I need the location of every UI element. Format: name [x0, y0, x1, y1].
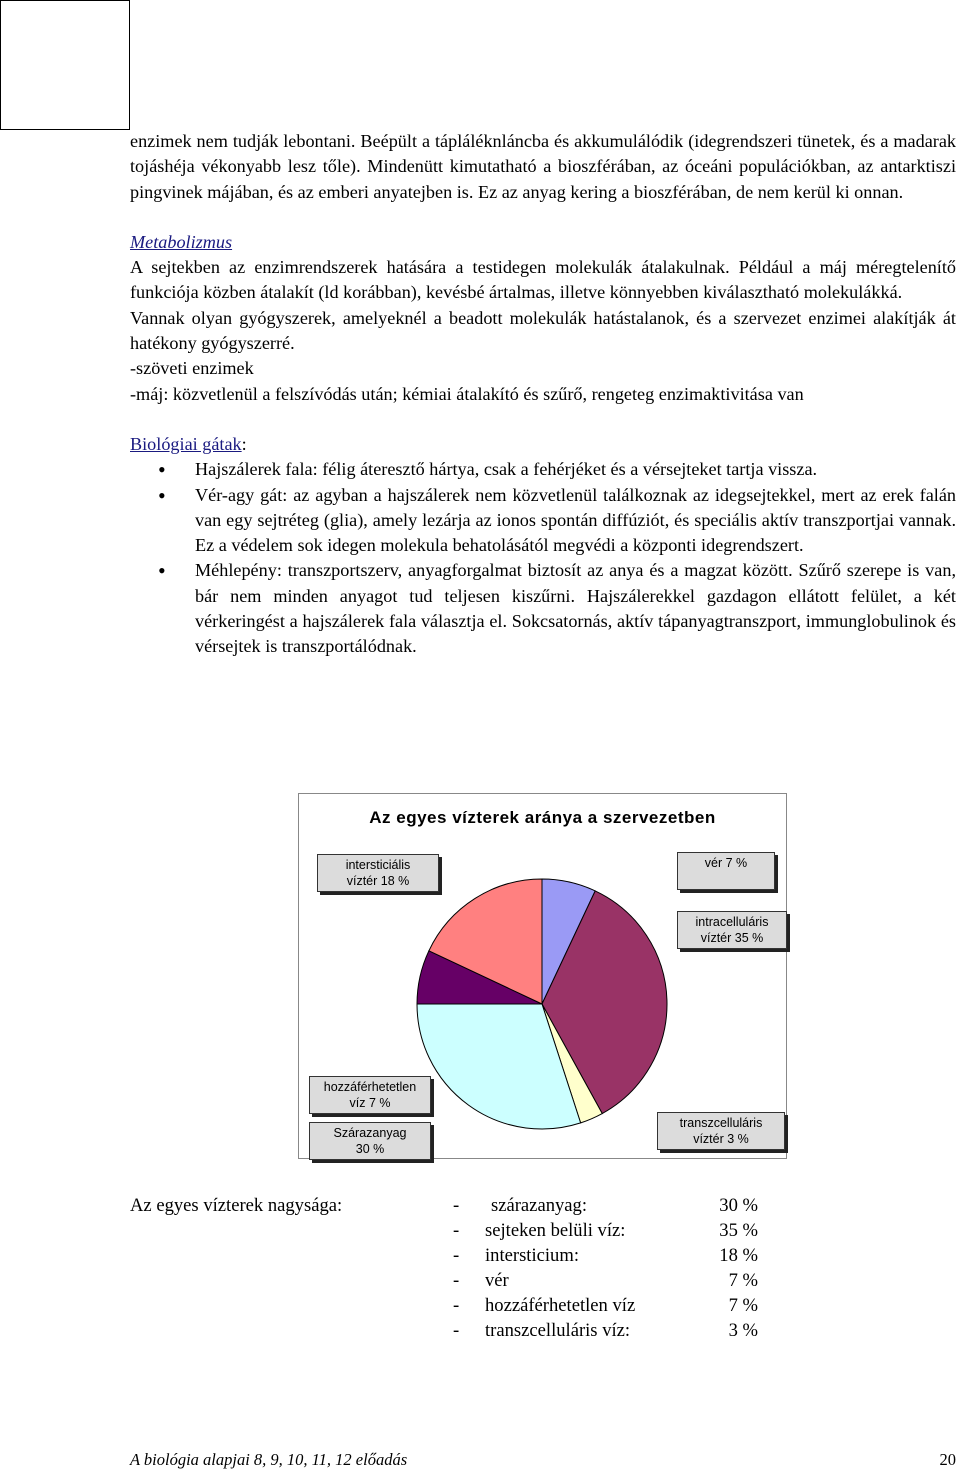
paragraph-liver: -máj: közvetlenül a felszívódás után; kémiai átalakító és szűrő, rengeteg enzimaktivitása van	[130, 383, 804, 404]
pie-slice-label-line: víztér 3 %	[693, 1132, 749, 1146]
pie-slice-label-line: intersticiális	[345, 858, 411, 872]
metabolism-heading: Metabolizmus	[130, 231, 233, 252]
pie-slice-label-line: 30 %	[355, 1142, 385, 1156]
pie-slice-label	[677, 911, 787, 949]
row-value: 3 %	[728, 1320, 758, 1341]
pie-slice-label-line: Szárazanyag	[333, 1126, 407, 1140]
row-value: 7 %	[728, 1295, 758, 1316]
pie-slice-label-line: vér 7 %	[704, 856, 748, 870]
pie-chart-frame	[298, 793, 787, 1159]
row-value: 7 %	[728, 1270, 758, 1291]
row-dash: -	[453, 1320, 460, 1341]
row-dash: -	[453, 1220, 460, 1241]
sizes-row	[453, 1268, 758, 1293]
row-name: transzcelluláris víz:	[485, 1320, 631, 1341]
pie-slice-label	[309, 1122, 431, 1160]
pie-slice-label	[677, 852, 775, 890]
list-item: • Vér-agy gát: az agyban a hajszálerek nem közvetlenül találkoznak az idegsejtekkel, mert az erek falán van egy sejtréteg (glia), amely lezárja az ionos spontán diffúziót, és speciális aktív transzportjai vannak. Ez a védelem sok idegen molekula behatolásától megvédi a központi idegrendszert.	[130, 483, 956, 559]
footer-title: A biológia alapjai 8, 9, 10, 11, 12 előadás	[130, 1450, 408, 1469]
barriers-heading: Biológiai gátak	[130, 433, 242, 454]
pie-slice-label-line: víztér 18 %	[346, 874, 410, 888]
row-name: vér	[485, 1270, 509, 1291]
row-name: szárazanyag:	[491, 1195, 588, 1216]
sizes-row	[453, 1293, 758, 1318]
row-dash: -	[453, 1245, 460, 1266]
pie-slice-label-line: víztér 35 %	[700, 931, 764, 945]
row-dash: -	[453, 1270, 460, 1291]
pie-slice-label-line: intracelluláris	[695, 915, 769, 929]
pie-slice-label-line: hozzáférhetetlen	[323, 1080, 417, 1094]
row-value: 18 %	[719, 1245, 758, 1266]
pie-slice-label	[317, 854, 439, 892]
pie-slice-label	[309, 1076, 431, 1114]
row-name: intersticium:	[485, 1245, 579, 1266]
row-dash: -	[453, 1195, 460, 1216]
pie-slice-label	[657, 1112, 785, 1150]
document-body	[130, 129, 956, 660]
page-footer	[130, 1450, 956, 1470]
paragraph-prodrugs: Vannak olyan gyógyszerek, amelyeknél a beadott molekulák hatástalanok, és a szervezet enzimei alakítják át hatékony gyógyszerré.	[130, 307, 956, 354]
row-dash: -	[453, 1295, 460, 1316]
corner-frame	[0, 0, 130, 130]
row-value: 35 %	[719, 1220, 758, 1241]
row-name: hozzáférhetetlen víz	[485, 1295, 636, 1316]
row-name: sejteken belüli víz:	[485, 1220, 626, 1241]
chart-title: Az egyes vízterek aránya a szervezetben	[369, 808, 716, 827]
barriers-colon: :	[241, 433, 247, 454]
pie-slice-label-line: víz 7 %	[349, 1096, 391, 1110]
paragraph-tissue-enzymes: -szöveti enzimek	[130, 358, 254, 379]
sizes-row	[453, 1243, 758, 1268]
barriers-heading-line	[130, 432, 956, 457]
pie-slice-label-line: transzcelluláris	[679, 1116, 763, 1130]
barrier-list	[130, 457, 956, 659]
row-value: 30 %	[719, 1195, 758, 1216]
page-number: 20	[939, 1450, 956, 1469]
sizes-row	[453, 1193, 758, 1218]
list-item: • Hajszálerek fala: félig áteresztő hártya, csak a fehérjéket és a vérsejteket tartja vissza.	[130, 457, 956, 482]
list-item: • Méhlepény: transzportszerv, anyagforgalmat biztosít az anya és a magzat között. Szűrő szerepe is van, bár nem minden anyagot tud teljesen kiszűrni. Hajszálerekkel gazdagon ellátott felület, a két vérkeringést a hajszálerek fala választja el. Sokcsatornás, aktív tápanyagtranszport, immunglobulinok és vérsejtek is transzportálódnak.	[130, 558, 956, 659]
paragraph-metabolism: A sejtekben az enzimrendszerek hatására a testidegen molekulák átalakulnak. Például a máj méregtelenítő funkciója közben átalakít (ld korábban), kevésbé ártalmas, illetve könnyebben kiválasztható molekulákká.	[130, 257, 956, 303]
sizes-row	[453, 1218, 758, 1243]
paragraph-intro: enzimek nem tudják lebontani. Beépült a tápláléknláncba és akkumulálódik (idegrendszeri tünetek, és a madarak tojáshéja vékonyabb lesz tőle). Mindenütt kimutatható a bioszférában, az óceáni populációkban, az antarktiszi pingvinek májában, és az emberi anyatejben is. Ez az anyag kering a bioszférában, de nem kerül ki onnan.	[130, 131, 956, 202]
sizes-intro: Az egyes vízterek nagysága:	[130, 1195, 343, 1216]
sizes-row	[453, 1318, 758, 1343]
